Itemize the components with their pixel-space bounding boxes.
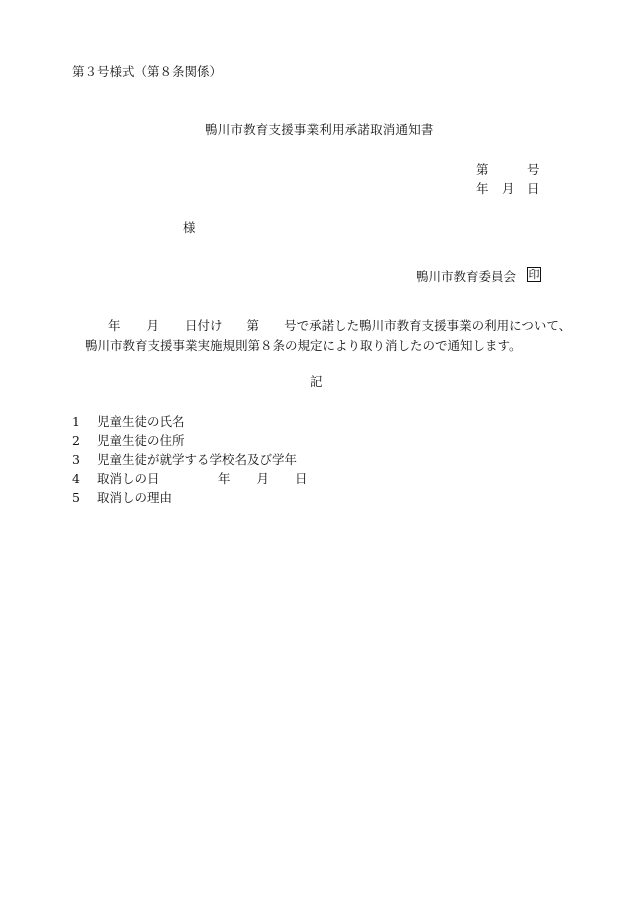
- item-label: 取消しの理由: [97, 490, 173, 505]
- reference-go: 号: [527, 162, 540, 177]
- ki-heading: 記: [310, 374, 323, 389]
- seal-stamp-box: 印: [528, 268, 540, 281]
- cancel-date: [218, 473, 308, 486]
- item-number: 2: [72, 433, 80, 448]
- list-item: [72, 473, 160, 486]
- document-title: 鴨川市教育支援事業利用承諾取消通知書: [205, 122, 434, 137]
- list-item: [72, 416, 185, 429]
- body-line-1-text: 号で承諾した鴨川市教育支援事業の利用について、: [284, 318, 572, 333]
- list-item: [72, 454, 297, 467]
- date-day: 日: [527, 181, 540, 196]
- item-number: 5: [72, 490, 80, 505]
- list-item: [72, 492, 172, 505]
- item-label: 児童生徒の住所: [97, 433, 185, 448]
- body-line-1: [108, 320, 571, 333]
- item-number: 3: [72, 452, 80, 467]
- cancel-day: 日: [295, 471, 308, 486]
- body-dated: 日付け: [185, 318, 223, 333]
- item-label: 取消しの日: [97, 471, 160, 486]
- addressee-suffix: 様: [183, 220, 196, 235]
- date-year: 年: [476, 181, 489, 196]
- form-number: 第３号様式（第８条関係）: [72, 64, 223, 79]
- issuer-name: 鴨川市教育委員会: [416, 269, 517, 284]
- body-month: 月: [146, 318, 160, 333]
- item-number: 1: [72, 414, 80, 429]
- date-month: 月: [502, 181, 515, 196]
- body-year: 年: [108, 318, 121, 333]
- item-number: 4: [72, 471, 80, 486]
- body-dai: 第: [246, 318, 260, 333]
- list-item: [72, 435, 185, 448]
- cancel-month: 月: [256, 471, 270, 486]
- item-label: 児童生徒が就学する学校名及び学年: [97, 452, 298, 467]
- cancel-year: 年: [218, 471, 231, 486]
- item-label: 児童生徒の氏名: [97, 414, 185, 429]
- body-line-2: 鴨川市教育支援事業実施規則第８条の規定により取り消したので通知します。: [85, 338, 522, 353]
- reference-dai: 第: [476, 162, 489, 177]
